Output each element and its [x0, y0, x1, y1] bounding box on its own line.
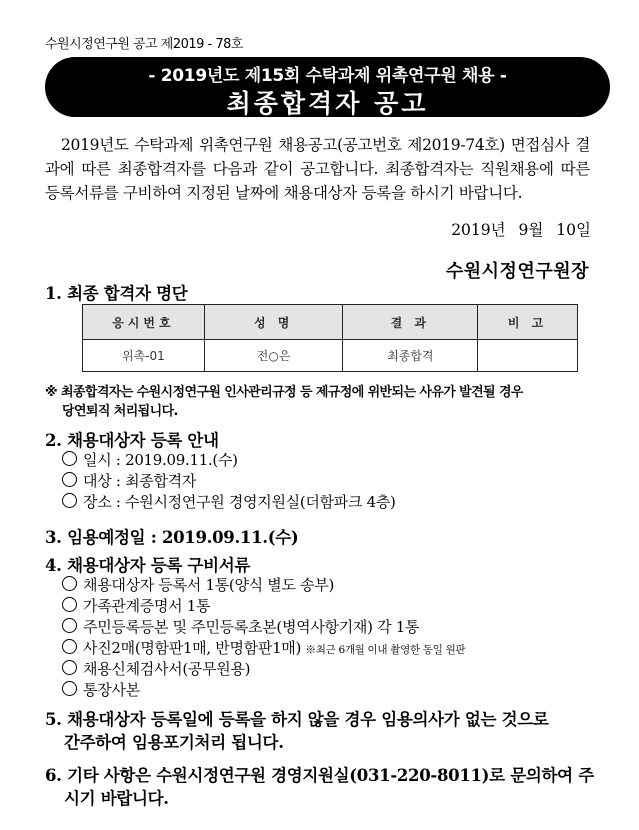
list-item: 통장사본 — [62, 679, 140, 700]
banner-subtitle: - 2019년도 제15회 수탁과제 위촉연구원 채용 - — [148, 66, 507, 86]
list-item: 채용대상자 등록서 1통(양식 별도 송부) — [62, 574, 334, 595]
section5-line1: 5. 채용대상자 등록일에 등록을 하지 않을 경우 임용의사가 없는 것으로 — [45, 710, 549, 729]
intro-paragraph: 2019년도 수탁과제 위촉연구원 채용공고(공고번호 제2019-74호) 면접심사 결과에 따른 최종합격자를 다음과 같이 공고합니다. 최종합격자는 직원채용에 따른 등록서류를 구비하여 지정된 날짜에 채용대상자 등록을 하시기 바랍니다. — [45, 136, 590, 202]
list-item: 일시 : 2019.09.11.(수) — [62, 449, 238, 470]
circle-bullet-icon — [62, 681, 77, 696]
col-header-remarks: 비 고 — [478, 305, 578, 340]
cell-name: 전○은 — [204, 340, 343, 372]
table-header-row — [83, 305, 578, 340]
circle-bullet-icon — [62, 576, 77, 591]
list-item: 장소 : 수원시정연구원 경영지원실(더함파크 4층) — [62, 491, 396, 512]
list-item: 사진2매(명함판1매, 반명함판1매) ※최근 6개월 이내 촬영한 동일 원판 — [62, 637, 465, 658]
section6-line2: 시기 바랍니다. — [64, 789, 169, 808]
circle-bullet-icon — [62, 618, 77, 633]
photo-note: ※최근 6개월 이내 촬영한 동일 원판 — [305, 644, 466, 656]
circle-bullet-icon — [62, 597, 77, 612]
title-banner — [45, 57, 610, 117]
cell-result: 최종합격 — [343, 340, 478, 372]
table-row — [83, 340, 578, 372]
notice-number: 수원시정연구원 공고 제2019 - 78호 — [45, 37, 243, 52]
circle-bullet-icon — [62, 660, 77, 675]
section3-heading: 3. 임용예정일 : 2019.09.11.(수) — [45, 528, 299, 547]
section5-line2: 간주하여 임용포기처리 됩니다. — [64, 733, 284, 752]
list-item: 대상 : 최종합격자 — [62, 470, 196, 491]
cell-exam-number: 위촉-01 — [83, 340, 205, 372]
announcement-date: 2019년 9월 10일 — [451, 221, 591, 239]
list-item: 주민등록등본 및 주민등록초본(병역사항기재) 각 1통 — [62, 616, 419, 637]
circle-bullet-icon — [62, 472, 77, 487]
col-header-exam-number: 응시번호 — [83, 305, 205, 340]
list-item: 채용신체검사서(공무원용) — [62, 658, 250, 679]
circle-bullet-icon — [62, 451, 77, 466]
disqualification-note — [45, 383, 590, 421]
list-item: 가족관계증명서 1통 — [62, 595, 210, 616]
finalist-table — [82, 304, 578, 372]
note-line2: 당연퇴직 처리됩니다. — [62, 404, 178, 419]
section2-heading: 2. 채용대상자 등록 안내 — [45, 431, 219, 450]
col-header-name: 성 명 — [204, 305, 343, 340]
banner-title: 최종합격자 공고 — [226, 89, 429, 118]
section6-line1: 6. 기타 사항은 수원시정연구원 경영지원실(031-220-8011)로 문의하여 주 — [45, 766, 594, 785]
signer: 수원시정연구원장 — [445, 261, 589, 282]
section4-heading: 4. 채용대상자 등록 구비서류 — [45, 556, 250, 575]
col-header-result: 결 과 — [343, 305, 478, 340]
circle-bullet-icon — [62, 493, 77, 508]
circle-bullet-icon — [62, 639, 77, 654]
note-line1: ※ 최종합격자는 수원시정연구원 인사관리규정 등 제규정에 위반되는 사유가 발견될 경우 — [45, 385, 523, 400]
cell-remarks — [478, 340, 578, 372]
section1-heading: 1. 최종 합격자 명단 — [45, 284, 188, 303]
